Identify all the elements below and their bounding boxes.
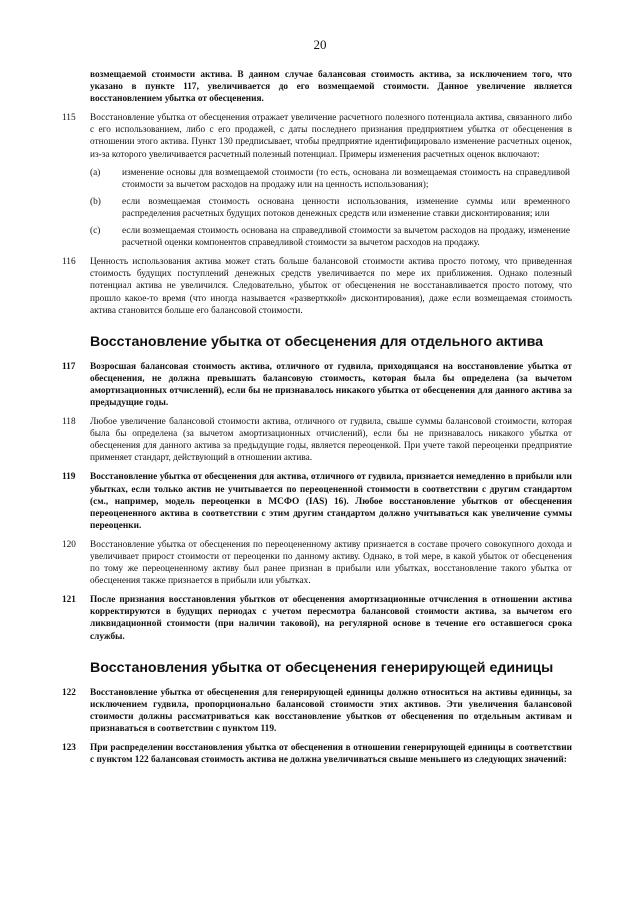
list-item-text: если возмещаемая стоимость основана на справедливой стоимости за вычетом расходов на продажу, изменение расчетной оценки компонентов справедливой стоимости за вычетом расходов на продажу. xyxy=(122,226,570,249)
paragraph-number: 116 xyxy=(62,257,76,268)
paragraph-116 xyxy=(62,256,572,316)
paragraph-text: Восстановление убытка от обесценения отражает увеличение расчетного полезного потенциала актива, связанного либо с его использованием, либо с его продажей, с даты последнего признания предприятием убытка от обесценения в отношении этого актива. Пункт 130 предписывает, чтобы предприятие идентифицировало изменение расчетных оценок, из-за которого увеличивается расчетный полезный потенциал. Примеры изменения расчетных оценок включают: xyxy=(90,113,572,160)
paragraph-text: Восстановление убытка от обесценения по переоцененному активу признается в составе прочего совокупного дохода и увеличивает прирост стоимости от переоценки по данному активу. Однако, в той мере, в какой убыток от обесценения по тому же переоцененному активу был ранее признан в прибыли или убытках, восстановление такого убытка от обесценения также признается в прибыли или убытках. xyxy=(90,539,572,587)
list-item xyxy=(90,167,572,191)
paragraph-text: Восстановление убытка от обесценения для генерирующей единицы должно относиться на активы единицы, за исключением гудвила, пропорционально балансовой стоимости этих активов. Эти увеличения балансовой стоимости должны рассматриваться как восстановление убытков от обесценения по отдельным активам и признаваться в соответствии с пунктом 119. xyxy=(90,687,572,734)
intro-paragraph: возмещаемой стоимости актива. В данном случае балансовая стоимость актива, за исключением того, что указано в пункте 117, увеличивается до его возмещаемой стоимости. Данное увеличение является восстановлением убытка от обесценения. xyxy=(90,70,572,105)
paragraph-text: При распределении восстановления убытка от обесценения в отношении генерирующей единицы в соответствии с пунктом 122 балансовая стоимость актива не должна увеличиваться свыше меньшего из следующих значений: xyxy=(90,743,572,766)
list-item xyxy=(90,225,572,249)
list-item-text: если возмещаемая стоимость основана ценности использования, изменение суммы или временного распределения расчетных будущих потоков денежных средств или изменение ставки дисконтирования; или xyxy=(122,196,570,219)
paragraph-text: Возросшая балансовая стоимость актива, отличного от гудвила, приходящаяся на восстановление убытка от обесценения, не должна превышать балансовую стоимость, которая была бы определена (за вычетом амортизационных отчислений), если бы не признавалось никакого убытка от обесценения для данного актива за предыдущие годы. xyxy=(90,361,572,408)
paragraph-123 xyxy=(62,742,572,766)
list-item-label: (c) xyxy=(90,226,101,237)
paragraph-number: 122 xyxy=(62,687,76,698)
paragraph-number: 117 xyxy=(62,361,76,372)
paragraph-number: 123 xyxy=(62,743,76,754)
paragraph-number: 120 xyxy=(62,539,76,550)
paragraph-115 xyxy=(62,112,572,249)
page-content xyxy=(62,69,572,766)
section-heading-individual-asset: Восстановление убытка от обесценения для отдельного актива xyxy=(90,333,544,350)
paragraph-117 xyxy=(62,361,572,409)
list-item-label: (a) xyxy=(90,167,101,178)
page-number: 20 xyxy=(313,37,327,52)
paragraph-text: Восстановление убытка от обесценения для актива, отличного от гудвила, признается немедленно в прибыли или убытках, если только актив не учитывается по переоцененной стоимости в соответствии с другим стандартом (см., например, модель переоценки в МСФО (IAS) 16). Любое восстановление убытков от обесценения переоцененного актива в соответствии с этим другим стандартом должно учитываться как увеличение суммы переоценки. xyxy=(90,472,572,531)
list-item-text: изменение основы для возмещаемой стоимости (то есть, основана ли возмещаемая стоимость на справедливой стоимости за вычетом расходов на продажу или на ценность использования); xyxy=(122,167,570,190)
paragraph-text: После признания восстановления убытков от обесценения амортизационные отчисления в отношении актива корректируются в будущих периодах с учетом пересмотра балансовой стоимости актива, за вычетом его ликвидационной стоимости (при наличии таковой), на регулярной основе в течение его оставшегося срока службы. xyxy=(90,595,572,642)
paragraph-number: 115 xyxy=(62,113,76,124)
list-item-label: (b) xyxy=(90,196,101,207)
example-list xyxy=(90,167,572,250)
list-item xyxy=(90,196,572,220)
paragraph-body xyxy=(90,112,572,249)
paragraph-121 xyxy=(62,594,572,642)
paragraph-text: Любое увеличение балансовой стоимости актива, отличного от гудвила, свыше суммы балансовой стоимости, которая была бы определена (за вычетом амортизационных отчислений), если бы не признавалось никакого убытка от обесценения для данного актива за предыдущие годы, является переоценкой. При учете такой переоценки предприятие применяет стандарт, действующий в отношении актива. xyxy=(90,417,572,464)
paragraph-122 xyxy=(62,687,572,735)
paragraph-number: 121 xyxy=(62,595,76,606)
paragraph-120 xyxy=(62,539,572,587)
paragraph-119 xyxy=(62,471,572,531)
paragraph-118 xyxy=(62,416,572,464)
paragraph-number: 119 xyxy=(62,472,76,483)
section-heading-cash-generating-unit: Восстановления убытка от обесценения генерирующей единицы xyxy=(90,659,554,676)
paragraph-number: 118 xyxy=(62,417,76,428)
paragraph-text: Ценность использования актива может стать больше балансовой стоимости актива просто потому, что приведенная стоимость будущих поступлений денежных средств увеличивается по мере их приближения. Однако полезный потенциал актива не увеличился. Следовательно, убыток от обесценения не восстанавливается просто потому, что прошло какое-то время (что иногда называется «развертккой» дисконтирования), даже если возмещаемая стоимость актива становится больше его балансовой стоимости. xyxy=(90,257,572,316)
